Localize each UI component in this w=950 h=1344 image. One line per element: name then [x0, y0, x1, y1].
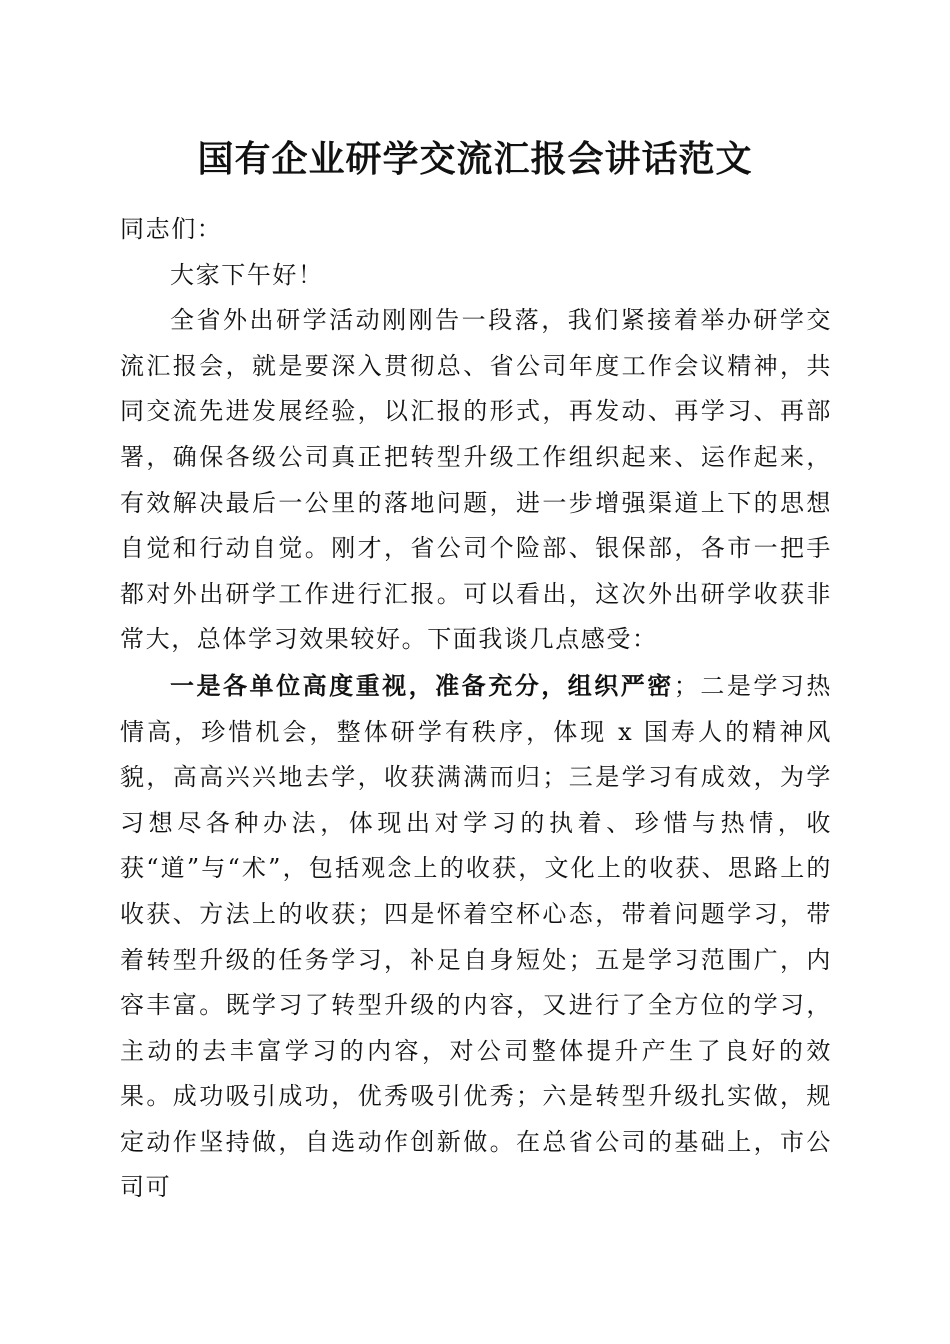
paragraph-points [120, 663, 832, 1211]
document-title: 国有企业研学交流汇报会讲话范文 [197, 138, 753, 180]
document-body [120, 207, 832, 1211]
greeting-line: 大家下午好！ [170, 260, 324, 289]
paragraph-points-rest: ；二是学习热情高，珍惜机会，整体研学有秩序，体现 x 国寿人的精神风貌，高高兴兴地去学，收获满满而归；三是学习有成效，为学习想尽各种办法，体现出对学习的执着、珍惜与热情，收获“道”与“术”，包括观念上的收获，文化上的收获、思路上的收获、方法上的收获；四是怀着空杯心态，带着问题学习，带着转型升级的任务学习，补足自身短处；五是学习范围广，内容丰富。既学习了转型升级的内容，又进行了全方位的学习，主动的去丰富学习的内容，对公司整体提升产生了良好的效果。成功吸引成功，优秀吸引优秀；六是转型升级扎实做，规定动作坚持做，自选动作创新做。在总省公司的基础上，市公司可 [120, 671, 832, 1202]
salutation: 同志们： [120, 215, 223, 243]
paragraph-intro: 全省外出研学活动刚刚告一段落，我们紧接着举办研学交流汇报会，就是要深入贯彻总、省公司年度工作会议精神，共同交流先进发展经验，以汇报的形式，再发动、再学习、再部署，确保各级公司真正把转型升级工作组织起来、运作起来，有效解决最后一公里的落地问题，进一步增强渠道上下的思想自觉和行动自觉。刚才，省公司个险部、银保部，各市一把手都对外出研学工作进行汇报。可以看出，这次外出研学收获非常大，总体学习效果较好。下面我谈几点感受： [120, 306, 832, 654]
paragraph-points-lead: 一是各单位高度重视，准备充分，组织严密 [170, 670, 674, 700]
